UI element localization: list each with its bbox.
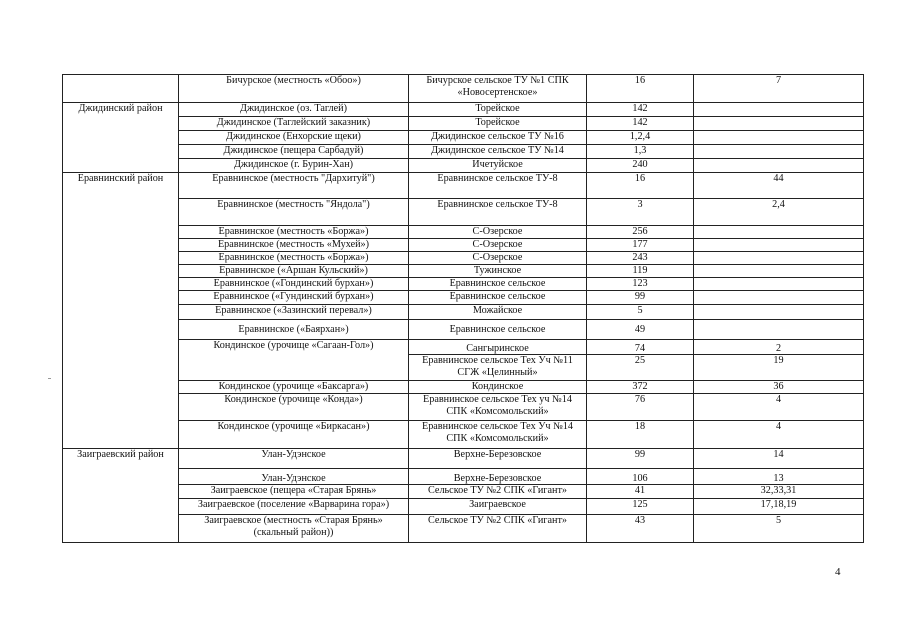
org-cell: Еравнинское сельское: [409, 291, 587, 305]
value-cell-2: [694, 278, 864, 291]
value-cell-1: 106: [587, 469, 694, 485]
site-cell: Еравнинское («Зазинский перевал»): [179, 305, 409, 320]
org-cell: Сельское ТУ №2 СПК «Гигант»: [409, 515, 587, 543]
value-cell-2: 32,33,31: [694, 485, 864, 499]
table-row: [63, 499, 864, 515]
org-cell: Джидинское сельское ТУ №14: [409, 145, 587, 159]
value-cell-1: 123: [587, 278, 694, 291]
org-cell: Еравнинское сельское: [409, 278, 587, 291]
org-cell: Торейское: [409, 117, 587, 131]
site-cell: Улан-Удэнское: [179, 449, 409, 469]
table-row: [63, 265, 864, 278]
site-cell: Еравнинское («Баярхан»): [179, 320, 409, 340]
value-cell-2: 2,4: [694, 199, 864, 226]
table-row: [63, 226, 864, 239]
district-cell: Еравнинский район: [63, 173, 179, 449]
value-cell-1: 256: [587, 226, 694, 239]
org-cell: С-Озерское: [409, 252, 587, 265]
site-cell: Еравнинское («Гондинский бурхан»): [179, 278, 409, 291]
value-cell-2: [694, 159, 864, 173]
page-number: 4: [835, 566, 841, 578]
org-cell: Еравнинское сельское ТУ-8: [409, 173, 587, 199]
org-cell: С-Озерское: [409, 226, 587, 239]
value-cell-2: 36: [694, 381, 864, 394]
org-cell: Можайское: [409, 305, 587, 320]
value-cell-1: 1,2,4: [587, 131, 694, 145]
table-row: [63, 381, 864, 394]
value-cell-1: 243: [587, 252, 694, 265]
margin-mark: [48, 378, 51, 379]
value-cell-2: 19: [694, 355, 864, 381]
table-row: [63, 145, 864, 159]
value-cell-2: 44: [694, 173, 864, 199]
org-cell: Верхне-Березовское: [409, 449, 587, 469]
value-cell-1: 16: [587, 173, 694, 199]
site-cell: Еравнинское (местность «Боржа»): [179, 252, 409, 265]
value-cell-2: 14: [694, 449, 864, 469]
value-cell-1: 18: [587, 421, 694, 449]
value-cell-2: [694, 320, 864, 340]
org-cell: Бичурское сельское ТУ №1 СПК «Новосертенское»: [409, 75, 587, 103]
value-cell-1: 16: [587, 75, 694, 103]
site-cell: Джидинское (пещера Сарбадуй): [179, 145, 409, 159]
table-row: [63, 103, 864, 117]
org-cell: Торейское: [409, 103, 587, 117]
value-cell-2: [694, 265, 864, 278]
site-cell: Кондинское (урочище «Сагаан-Гол»): [179, 340, 409, 381]
site-cell: Еравнинское («Аршан Кульский»): [179, 265, 409, 278]
table-row: [63, 291, 864, 305]
value-cell-2: [694, 131, 864, 145]
district-cell: [63, 75, 179, 103]
org-cell: Кондинское: [409, 381, 587, 394]
table-row: [63, 173, 864, 199]
org-cell: Сельское ТУ №2 СПК «Гигант»: [409, 485, 587, 499]
site-cell: Еравнинское (местность «Боржа»): [179, 226, 409, 239]
value-cell-2: [694, 252, 864, 265]
value-cell-2: 4: [694, 394, 864, 421]
table-row: [63, 117, 864, 131]
value-cell-2: [694, 291, 864, 305]
table-row: [63, 75, 864, 103]
value-cell-1: 177: [587, 239, 694, 252]
table-row: [63, 305, 864, 320]
value-cell-1: 240: [587, 159, 694, 173]
value-cell-2: 5: [694, 515, 864, 543]
value-cell-2: 7: [694, 75, 864, 103]
value-cell-1: 142: [587, 103, 694, 117]
table-row: [63, 449, 864, 469]
org-cell: С-Озерское: [409, 239, 587, 252]
site-cell: Заиграевское (местность «Старая Брянь» (скальный район)): [179, 515, 409, 543]
value-cell-1: 1,3: [587, 145, 694, 159]
org-cell: Еравнинское сельское: [409, 320, 587, 340]
site-cell: Кондинское (урочище «Биркасан»): [179, 421, 409, 449]
org-cell: Верхне-Березовское: [409, 469, 587, 485]
site-cell: Еравнинское (местность "Яндола"): [179, 199, 409, 226]
org-cell: Еравнинское сельское Тех Уч №14 СПК «Комсомольский»: [409, 421, 587, 449]
org-cell: Еравнинское сельское Тех уч №14 СПК «Комсомольский»: [409, 394, 587, 421]
table-row: [63, 515, 864, 543]
table-row: [63, 394, 864, 421]
value-cell-2: [694, 145, 864, 159]
site-cell: Еравнинское (местность «Мухей»): [179, 239, 409, 252]
site-cell: Кондинское (урочище «Конда»): [179, 394, 409, 421]
table-row: [63, 159, 864, 173]
table-row: [63, 469, 864, 485]
value-cell-2: [694, 239, 864, 252]
site-cell: Джидинское (Енхорские щеки): [179, 131, 409, 145]
value-cell-2: 13: [694, 469, 864, 485]
site-cell: Джидинское (Таглейский заказник): [179, 117, 409, 131]
site-cell: Джидинское (г. Бурин-Хан): [179, 159, 409, 173]
value-cell-2: 2: [694, 340, 864, 355]
district-cell: Заиграевский район: [63, 449, 179, 543]
org-cell: Еравнинское сельское ТУ-8: [409, 199, 587, 226]
site-cell: Кондинское (урочище «Баксарга»): [179, 381, 409, 394]
district-cell: Джидинский район: [63, 103, 179, 173]
table-row: [63, 131, 864, 145]
value-cell-1: 41: [587, 485, 694, 499]
value-cell-1: 99: [587, 291, 694, 305]
table-row: [63, 421, 864, 449]
table-row: [63, 252, 864, 265]
value-cell-1: 74: [587, 340, 694, 355]
value-cell-1: 99: [587, 449, 694, 469]
value-cell-1: 3: [587, 199, 694, 226]
org-cell: Тужинское: [409, 265, 587, 278]
site-cell: Еравнинское («Гундинский бурхан»): [179, 291, 409, 305]
table-row: [63, 278, 864, 291]
org-cell: Джидинское сельское ТУ №16: [409, 131, 587, 145]
table-row: [63, 239, 864, 252]
value-cell-1: 372: [587, 381, 694, 394]
value-cell-1: 76: [587, 394, 694, 421]
site-cell: Улан-Удэнское: [179, 469, 409, 485]
sites-table: [62, 74, 864, 543]
table-row: [63, 340, 864, 355]
site-cell: Заиграевское (поселение «Варварина гора»): [179, 499, 409, 515]
value-cell-2: [694, 103, 864, 117]
table-row: [63, 199, 864, 226]
value-cell-2: [694, 117, 864, 131]
site-cell: Джидинское (оз. Таглей): [179, 103, 409, 117]
value-cell-1: 5: [587, 305, 694, 320]
value-cell-1: 43: [587, 515, 694, 543]
value-cell-2: [694, 305, 864, 320]
org-cell: Еравнинское сельское Тех Уч №11 СГЖ «Целинный»: [409, 355, 587, 381]
site-cell: Бичурское (местность «Обоо»): [179, 75, 409, 103]
site-cell: Заиграевское (пещера «Старая Брянь»: [179, 485, 409, 499]
value-cell-2: [694, 226, 864, 239]
value-cell-1: 25: [587, 355, 694, 381]
value-cell-2: 4: [694, 421, 864, 449]
value-cell-1: 142: [587, 117, 694, 131]
table-row: [63, 320, 864, 340]
table-row: [63, 485, 864, 499]
org-cell: Ичетуйское: [409, 159, 587, 173]
value-cell-1: 125: [587, 499, 694, 515]
value-cell-2: 17,18,19: [694, 499, 864, 515]
org-cell: Сангыринское: [409, 340, 587, 355]
value-cell-1: 119: [587, 265, 694, 278]
org-cell: Заиграевское: [409, 499, 587, 515]
value-cell-1: 49: [587, 320, 694, 340]
site-cell: Еравнинское (местность "Дархитуй"): [179, 173, 409, 199]
